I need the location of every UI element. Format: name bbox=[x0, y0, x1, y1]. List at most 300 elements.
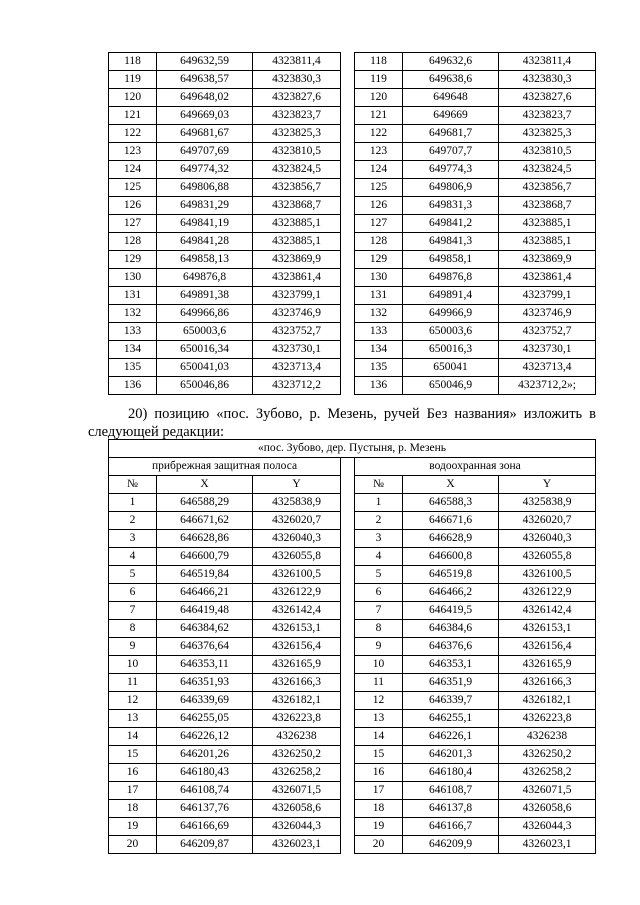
coord-y: 4323799,1 bbox=[253, 287, 341, 305]
coord-y: 4323746,9 bbox=[253, 305, 341, 323]
table-row bbox=[109, 143, 596, 161]
amendment-line-2: следующей редакции: bbox=[88, 424, 225, 440]
table-header bbox=[109, 440, 596, 494]
coord-y: 4326122,9 bbox=[499, 584, 596, 602]
coord-y: 4326258,2 bbox=[499, 764, 596, 782]
coord-x: 646628,86 bbox=[157, 530, 253, 548]
coord-y: 4326044,3 bbox=[499, 818, 596, 836]
column-gap bbox=[341, 251, 355, 269]
table-row bbox=[109, 215, 596, 233]
coord-x: 650041 bbox=[403, 359, 499, 377]
table-row bbox=[109, 107, 596, 125]
coord-y: 4326238 bbox=[499, 728, 596, 746]
table-row bbox=[109, 179, 596, 197]
point-number: 129 bbox=[109, 251, 157, 269]
coord-y: 4323752,7 bbox=[499, 323, 596, 341]
column-gap bbox=[341, 143, 355, 161]
coord-x: 650046,86 bbox=[157, 377, 253, 395]
coord-y: 4323830,3 bbox=[499, 71, 596, 89]
coord-y: 4323823,7 bbox=[253, 107, 341, 125]
coordinates-table-continued bbox=[108, 52, 596, 395]
column-gap bbox=[341, 710, 355, 728]
coord-x: 646419,5 bbox=[403, 602, 499, 620]
table-row bbox=[109, 656, 596, 674]
point-number: 135 bbox=[355, 359, 403, 377]
point-number: 132 bbox=[355, 305, 403, 323]
point-number: 118 bbox=[355, 53, 403, 71]
coord-y: 4323811,4 bbox=[499, 53, 596, 71]
coord-y: 4326055,8 bbox=[499, 548, 596, 566]
coord-y: 4323712,2»; bbox=[499, 377, 596, 395]
table-row bbox=[109, 341, 596, 359]
coord-y: 4323825,3 bbox=[499, 125, 596, 143]
coord-x: 650046,9 bbox=[403, 377, 499, 395]
coord-y: 4326100,5 bbox=[499, 566, 596, 584]
column-gap bbox=[341, 107, 355, 125]
column-gap bbox=[341, 512, 355, 530]
coord-x: 649841,28 bbox=[157, 233, 253, 251]
table-row bbox=[109, 764, 596, 782]
coord-x: 649858,13 bbox=[157, 251, 253, 269]
coord-y: 4323810,5 bbox=[499, 143, 596, 161]
coord-y: 4326100,5 bbox=[253, 566, 341, 584]
coord-x: 650003,6 bbox=[157, 323, 253, 341]
point-number: 7 bbox=[355, 602, 403, 620]
point-number: 128 bbox=[355, 233, 403, 251]
coord-x: 646353,1 bbox=[403, 656, 499, 674]
coord-x: 646519,8 bbox=[403, 566, 499, 584]
table-row bbox=[109, 674, 596, 692]
coord-x: 649648 bbox=[403, 89, 499, 107]
point-number: 124 bbox=[355, 161, 403, 179]
table-row bbox=[109, 89, 596, 107]
coord-y: 4326040,3 bbox=[499, 530, 596, 548]
coord-x: 646588,29 bbox=[157, 494, 253, 512]
coord-y: 4326250,2 bbox=[499, 746, 596, 764]
column-gap bbox=[341, 674, 355, 692]
coord-x: 649806,9 bbox=[403, 179, 499, 197]
point-number: 125 bbox=[355, 179, 403, 197]
coord-x: 646108,7 bbox=[403, 782, 499, 800]
table-row bbox=[109, 548, 596, 566]
coord-y: 4323713,4 bbox=[499, 359, 596, 377]
coord-y: 4326156,4 bbox=[253, 638, 341, 656]
coord-x: 646201,26 bbox=[157, 746, 253, 764]
coord-x: 646339,69 bbox=[157, 692, 253, 710]
table-row bbox=[109, 269, 596, 287]
coord-x: 646339,7 bbox=[403, 692, 499, 710]
coord-x: 646201,3 bbox=[403, 746, 499, 764]
coord-y: 4326023,1 bbox=[253, 836, 341, 854]
column-gap bbox=[341, 800, 355, 818]
point-number: 134 bbox=[109, 341, 157, 359]
coord-x: 646376,64 bbox=[157, 638, 253, 656]
coord-y: 4323830,3 bbox=[253, 71, 341, 89]
point-number: 2 bbox=[355, 512, 403, 530]
coord-y: 4323746,9 bbox=[499, 305, 596, 323]
point-number: 126 bbox=[355, 197, 403, 215]
point-number: 16 bbox=[109, 764, 157, 782]
table-row bbox=[109, 566, 596, 584]
point-number: 131 bbox=[355, 287, 403, 305]
table-row bbox=[109, 530, 596, 548]
point-number: 13 bbox=[355, 710, 403, 728]
coord-y: 4326223,8 bbox=[253, 710, 341, 728]
coord-x: 646384,6 bbox=[403, 620, 499, 638]
point-number: 5 bbox=[109, 566, 157, 584]
table-row bbox=[109, 71, 596, 89]
table-row bbox=[109, 512, 596, 530]
coord-y: 4323868,7 bbox=[253, 197, 341, 215]
coord-x: 646255,1 bbox=[403, 710, 499, 728]
coord-x: 649669,03 bbox=[157, 107, 253, 125]
coord-y: 4326071,5 bbox=[499, 782, 596, 800]
col-y-header: Y bbox=[499, 476, 596, 494]
point-number: 8 bbox=[355, 620, 403, 638]
coord-y: 4323811,4 bbox=[253, 53, 341, 71]
point-number: 9 bbox=[355, 638, 403, 656]
point-number: 4 bbox=[109, 548, 157, 566]
coord-y: 4326044,3 bbox=[253, 818, 341, 836]
point-number: 7 bbox=[109, 602, 157, 620]
point-number: 121 bbox=[355, 107, 403, 125]
point-number: 1 bbox=[109, 494, 157, 512]
coord-x: 646519,84 bbox=[157, 566, 253, 584]
column-header-row bbox=[109, 476, 596, 494]
coord-y: 4323885,1 bbox=[253, 233, 341, 251]
coord-x: 646351,93 bbox=[157, 674, 253, 692]
coord-y: 4325838,9 bbox=[499, 494, 596, 512]
coord-y: 4323810,5 bbox=[253, 143, 341, 161]
column-gap bbox=[341, 818, 355, 836]
point-number: 119 bbox=[355, 71, 403, 89]
point-number: 126 bbox=[109, 197, 157, 215]
coord-y: 4326071,5 bbox=[253, 782, 341, 800]
coord-y: 4326153,1 bbox=[253, 620, 341, 638]
coord-y: 4323868,7 bbox=[499, 197, 596, 215]
coord-x: 646180,4 bbox=[403, 764, 499, 782]
coord-x: 649707,69 bbox=[157, 143, 253, 161]
column-gap bbox=[341, 764, 355, 782]
column-gap bbox=[341, 692, 355, 710]
point-number: 11 bbox=[355, 674, 403, 692]
coord-y: 4323824,5 bbox=[499, 161, 596, 179]
table-row bbox=[109, 710, 596, 728]
table-row bbox=[109, 287, 596, 305]
coord-x: 649966,86 bbox=[157, 305, 253, 323]
column-gap bbox=[341, 125, 355, 143]
coord-y: 4323730,1 bbox=[253, 341, 341, 359]
point-number: 123 bbox=[355, 143, 403, 161]
coord-x: 646600,8 bbox=[403, 548, 499, 566]
column-gap bbox=[341, 746, 355, 764]
column-gap bbox=[341, 602, 355, 620]
table-row bbox=[109, 836, 596, 854]
coord-y: 4326040,3 bbox=[253, 530, 341, 548]
column-gap bbox=[341, 476, 355, 494]
point-number: 17 bbox=[109, 782, 157, 800]
coord-x: 646353,11 bbox=[157, 656, 253, 674]
column-gap bbox=[341, 836, 355, 854]
table-row bbox=[109, 323, 596, 341]
point-number: 3 bbox=[109, 530, 157, 548]
coord-x: 646588,3 bbox=[403, 494, 499, 512]
point-number: 3 bbox=[355, 530, 403, 548]
coord-y: 4326058,6 bbox=[253, 800, 341, 818]
coord-x: 646137,76 bbox=[157, 800, 253, 818]
column-gap bbox=[341, 161, 355, 179]
coord-y: 4326142,4 bbox=[499, 602, 596, 620]
column-gap bbox=[341, 458, 355, 476]
coord-x: 649774,32 bbox=[157, 161, 253, 179]
coord-y: 4323827,6 bbox=[499, 89, 596, 107]
point-number: 119 bbox=[109, 71, 157, 89]
column-gap bbox=[341, 638, 355, 656]
column-gap bbox=[341, 89, 355, 107]
coord-y: 4323869,9 bbox=[499, 251, 596, 269]
point-number: 10 bbox=[109, 656, 157, 674]
coord-x: 649858,1 bbox=[403, 251, 499, 269]
table-row bbox=[109, 800, 596, 818]
coord-x: 646255,05 bbox=[157, 710, 253, 728]
col-number-header: № bbox=[355, 476, 403, 494]
column-gap bbox=[341, 197, 355, 215]
coord-y: 4323856,7 bbox=[253, 179, 341, 197]
coord-x: 646166,69 bbox=[157, 818, 253, 836]
point-number: 12 bbox=[109, 692, 157, 710]
point-number: 129 bbox=[355, 251, 403, 269]
coord-x: 649841,2 bbox=[403, 215, 499, 233]
coord-y: 4325838,9 bbox=[253, 494, 341, 512]
table-row bbox=[109, 377, 596, 395]
table-title-row bbox=[109, 440, 596, 458]
coord-x: 646180,43 bbox=[157, 764, 253, 782]
column-gap bbox=[341, 566, 355, 584]
coord-x: 646671,6 bbox=[403, 512, 499, 530]
point-number: 136 bbox=[355, 377, 403, 395]
coord-x: 649632,6 bbox=[403, 53, 499, 71]
coord-y: 4323885,1 bbox=[499, 233, 596, 251]
point-number: 123 bbox=[109, 143, 157, 161]
point-number: 134 bbox=[355, 341, 403, 359]
point-number: 5 bbox=[355, 566, 403, 584]
point-number: 124 bbox=[109, 161, 157, 179]
table-row bbox=[109, 305, 596, 323]
point-number: 19 bbox=[109, 818, 157, 836]
point-number: 6 bbox=[355, 584, 403, 602]
column-gap bbox=[341, 359, 355, 377]
point-number: 13 bbox=[109, 710, 157, 728]
point-number: 128 bbox=[109, 233, 157, 251]
coordinates-table-body bbox=[109, 494, 596, 854]
col-x-header: X bbox=[157, 476, 253, 494]
table-row bbox=[109, 818, 596, 836]
table-row bbox=[109, 53, 596, 71]
point-number: 133 bbox=[109, 323, 157, 341]
column-gap bbox=[341, 620, 355, 638]
coord-y: 4323730,1 bbox=[499, 341, 596, 359]
table-row bbox=[109, 359, 596, 377]
point-number: 8 bbox=[109, 620, 157, 638]
coord-y: 4323799,1 bbox=[499, 287, 596, 305]
column-gap bbox=[341, 341, 355, 359]
point-number: 127 bbox=[355, 215, 403, 233]
coord-y: 4326182,1 bbox=[499, 692, 596, 710]
coord-x: 646209,9 bbox=[403, 836, 499, 854]
point-number: 15 bbox=[109, 746, 157, 764]
coord-y: 4326122,9 bbox=[253, 584, 341, 602]
coord-y: 4323856,7 bbox=[499, 179, 596, 197]
coord-x: 646226,12 bbox=[157, 728, 253, 746]
coord-y: 4326238 bbox=[253, 728, 341, 746]
column-gap bbox=[341, 287, 355, 305]
col-y-header: Y bbox=[253, 476, 341, 494]
table-title: «пос. Зубово, дер. Пустыня, р. Мезень bbox=[109, 440, 596, 458]
point-number: 11 bbox=[109, 674, 157, 692]
point-number: 135 bbox=[109, 359, 157, 377]
coord-x: 646137,8 bbox=[403, 800, 499, 818]
point-number: 120 bbox=[355, 89, 403, 107]
coord-x: 646671,62 bbox=[157, 512, 253, 530]
column-gap bbox=[341, 656, 355, 674]
point-number: 19 bbox=[355, 818, 403, 836]
table-row bbox=[109, 125, 596, 143]
table-row bbox=[109, 620, 596, 638]
coord-y: 4326023,1 bbox=[499, 836, 596, 854]
coord-x: 649648,02 bbox=[157, 89, 253, 107]
point-number: 6 bbox=[109, 584, 157, 602]
coord-y: 4326223,8 bbox=[499, 710, 596, 728]
coord-y: 4326182,1 bbox=[253, 692, 341, 710]
table-row bbox=[109, 197, 596, 215]
column-gap bbox=[341, 269, 355, 287]
column-gap bbox=[341, 305, 355, 323]
point-number: 120 bbox=[109, 89, 157, 107]
coord-x: 649841,3 bbox=[403, 233, 499, 251]
column-gap bbox=[341, 323, 355, 341]
table-row bbox=[109, 746, 596, 764]
coastal-strip-header: прибрежная защитная полоса bbox=[109, 458, 341, 476]
coord-x: 646628,9 bbox=[403, 530, 499, 548]
coord-x: 649806,88 bbox=[157, 179, 253, 197]
coord-y: 4326153,1 bbox=[499, 620, 596, 638]
table-row bbox=[109, 494, 596, 512]
coord-y: 4326020,7 bbox=[499, 512, 596, 530]
coord-x: 646209,87 bbox=[157, 836, 253, 854]
coord-y: 4326165,9 bbox=[253, 656, 341, 674]
coord-x: 649841,19 bbox=[157, 215, 253, 233]
point-number: 118 bbox=[109, 53, 157, 71]
table-row bbox=[109, 251, 596, 269]
table-row bbox=[109, 584, 596, 602]
coord-x: 649632,59 bbox=[157, 53, 253, 71]
point-number: 16 bbox=[355, 764, 403, 782]
coord-x: 649774,3 bbox=[403, 161, 499, 179]
point-number: 132 bbox=[109, 305, 157, 323]
coord-y: 4326165,9 bbox=[499, 656, 596, 674]
coord-x: 649638,57 bbox=[157, 71, 253, 89]
point-number: 18 bbox=[355, 800, 403, 818]
column-gap bbox=[341, 53, 355, 71]
column-gap bbox=[341, 377, 355, 395]
point-number: 121 bbox=[109, 107, 157, 125]
coord-y: 4323712,2 bbox=[253, 377, 341, 395]
col-number-header: № bbox=[109, 476, 157, 494]
point-number: 122 bbox=[355, 125, 403, 143]
table-row bbox=[109, 782, 596, 800]
coord-y: 4326020,7 bbox=[253, 512, 341, 530]
point-number: 130 bbox=[109, 269, 157, 287]
point-number: 12 bbox=[355, 692, 403, 710]
coord-x: 646466,2 bbox=[403, 584, 499, 602]
coord-x: 649891,4 bbox=[403, 287, 499, 305]
point-number: 133 bbox=[355, 323, 403, 341]
point-number: 122 bbox=[109, 125, 157, 143]
coord-y: 4323752,7 bbox=[253, 323, 341, 341]
column-gap bbox=[341, 233, 355, 251]
coord-x: 649831,29 bbox=[157, 197, 253, 215]
coord-x: 646466,21 bbox=[157, 584, 253, 602]
coord-x: 646376,6 bbox=[403, 638, 499, 656]
point-number: 136 bbox=[109, 377, 157, 395]
table-row bbox=[109, 602, 596, 620]
coord-y: 4326250,2 bbox=[253, 746, 341, 764]
coord-x: 649876,8 bbox=[403, 269, 499, 287]
column-gap bbox=[341, 728, 355, 746]
coord-y: 4326142,4 bbox=[253, 602, 341, 620]
column-gap bbox=[341, 494, 355, 512]
point-number: 14 bbox=[109, 728, 157, 746]
coord-y: 4323861,4 bbox=[499, 269, 596, 287]
coord-x: 646419,48 bbox=[157, 602, 253, 620]
coord-y: 4323713,4 bbox=[253, 359, 341, 377]
coord-x: 650016,3 bbox=[403, 341, 499, 359]
water-protection-zone-header: водоохранная зона bbox=[355, 458, 596, 476]
coord-y: 4323885,1 bbox=[499, 215, 596, 233]
column-gap bbox=[341, 530, 355, 548]
coord-x: 646166,7 bbox=[403, 818, 499, 836]
coord-y: 4323885,1 bbox=[253, 215, 341, 233]
coord-x: 649891,38 bbox=[157, 287, 253, 305]
coord-y: 4326166,3 bbox=[499, 674, 596, 692]
point-number: 14 bbox=[355, 728, 403, 746]
coord-x: 650041,03 bbox=[157, 359, 253, 377]
coordinates-table-zubovo bbox=[108, 439, 596, 854]
coord-x: 649638,6 bbox=[403, 71, 499, 89]
amendment-line-1: 20) позицию «пос. Зубово, р. Мезень, ручей Без названия» изложить в bbox=[128, 406, 596, 422]
coord-x: 646600,79 bbox=[157, 548, 253, 566]
coord-x: 649681,67 bbox=[157, 125, 253, 143]
coord-y: 4326055,8 bbox=[253, 548, 341, 566]
point-number: 15 bbox=[355, 746, 403, 764]
coord-y: 4323869,9 bbox=[253, 251, 341, 269]
table-row bbox=[109, 692, 596, 710]
coord-y: 4326258,2 bbox=[253, 764, 341, 782]
coordinates-table-body bbox=[109, 53, 596, 395]
coord-y: 4326166,3 bbox=[253, 674, 341, 692]
point-number: 125 bbox=[109, 179, 157, 197]
coord-x: 649876,8 bbox=[157, 269, 253, 287]
coord-y: 4323827,6 bbox=[253, 89, 341, 107]
table-row bbox=[109, 638, 596, 656]
coord-x: 646108,74 bbox=[157, 782, 253, 800]
column-gap bbox=[341, 548, 355, 566]
coord-x: 649966,9 bbox=[403, 305, 499, 323]
coord-y: 4326058,6 bbox=[499, 800, 596, 818]
col-x-header: X bbox=[403, 476, 499, 494]
zone-header-row bbox=[109, 458, 596, 476]
coord-y: 4323861,4 bbox=[253, 269, 341, 287]
